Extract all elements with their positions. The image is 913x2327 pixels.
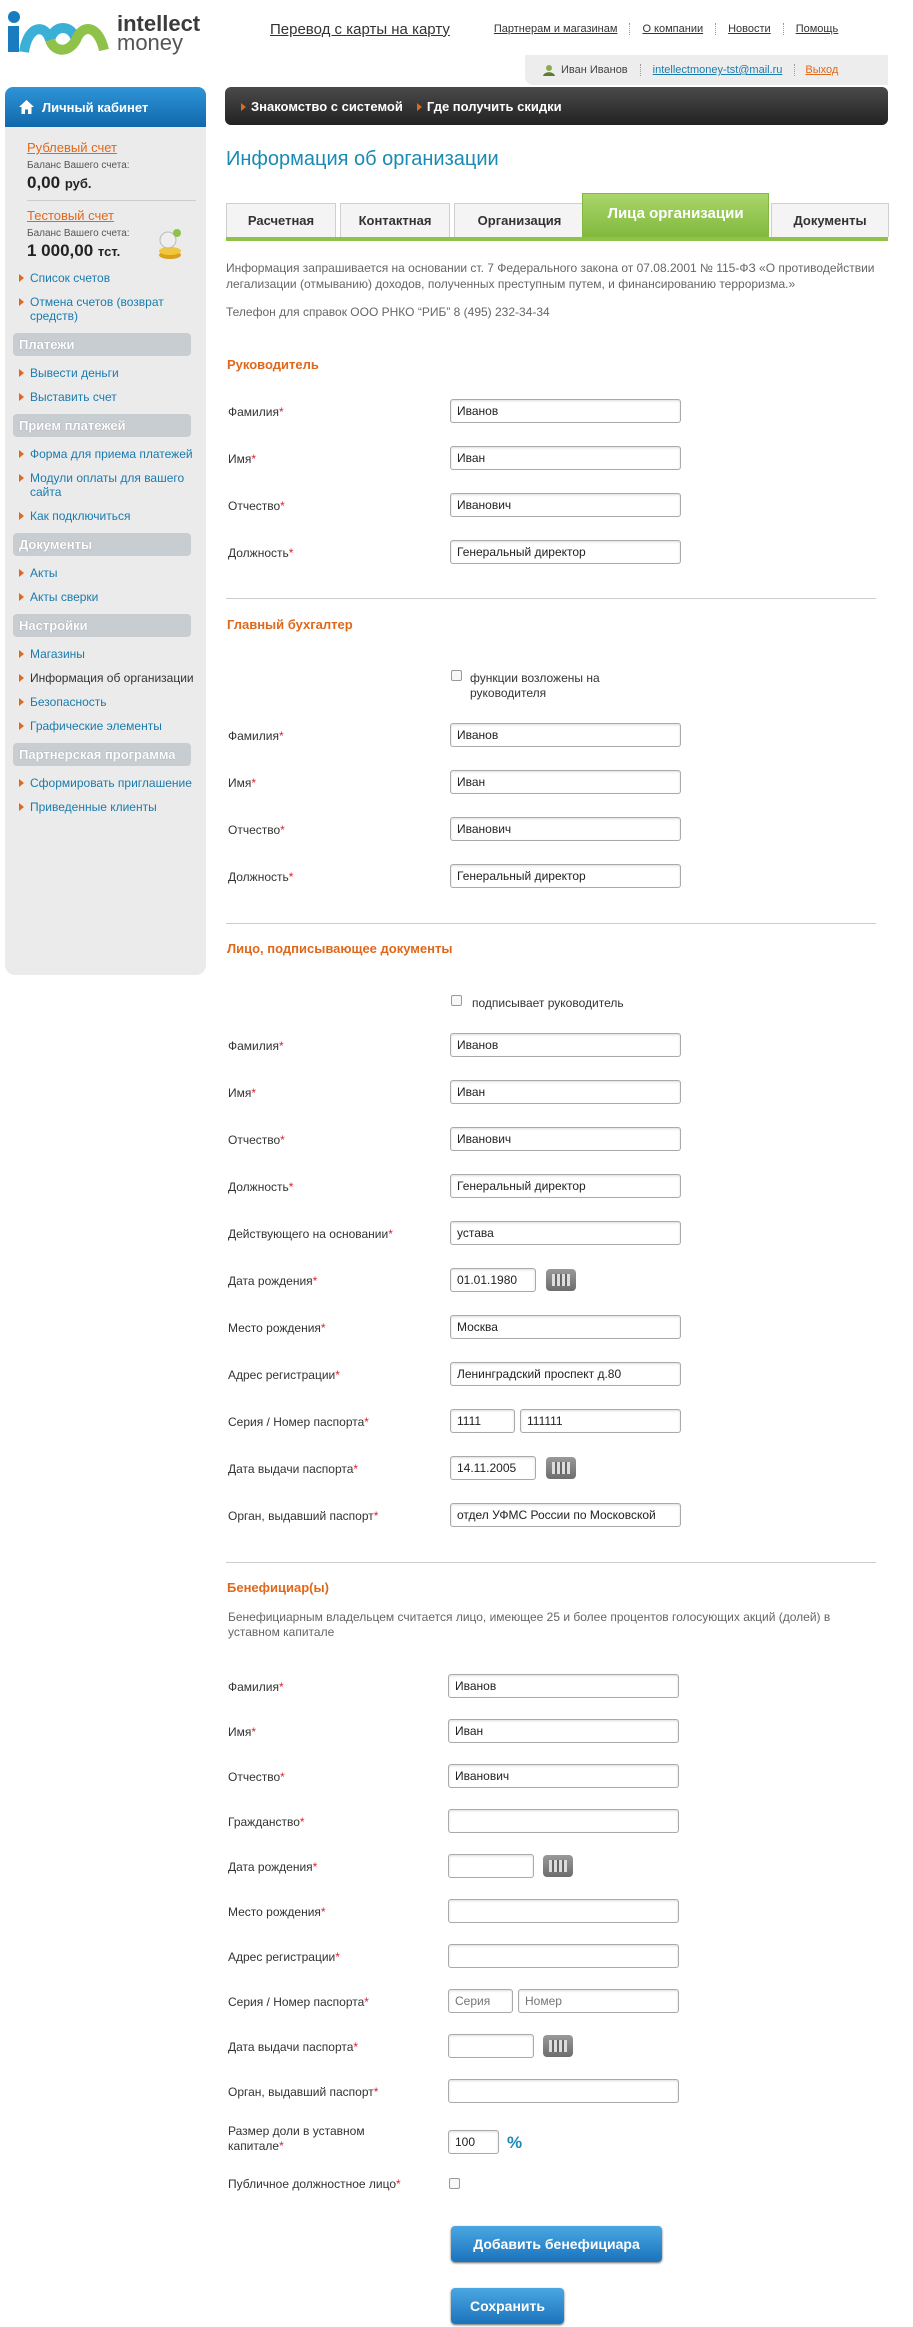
logo-text: intellect (117, 11, 201, 36)
top-nav (270, 19, 850, 39)
ben-address-input[interactable] (448, 1944, 679, 1968)
sig-surname-label: Фамилия* (228, 1039, 284, 1053)
ben-passport-number-input[interactable] (518, 1989, 679, 2013)
sig-authority-input[interactable] (450, 1503, 681, 1527)
tab-organization[interactable]: Организация (454, 203, 585, 237)
sig-position-label: Должность* (228, 1180, 294, 1194)
accountant-same-label: функции возложены на руководителя (470, 671, 600, 700)
toolbar-discounts-link[interactable]: Где получить скидки (417, 99, 562, 114)
ben-issued-input[interactable] (448, 2034, 534, 2058)
calendar-icon[interactable] (543, 2035, 573, 2057)
ben-birthdate-input[interactable] (448, 1854, 534, 1878)
tab-contact[interactable]: Контактная (340, 203, 450, 237)
acc-position-input[interactable] (450, 864, 681, 888)
sig-birthdate-input[interactable] (450, 1268, 536, 1292)
coins-icon (155, 227, 185, 261)
sig-address-label: Адрес регистрации* (228, 1368, 340, 1382)
sidebar-item-reconciliation[interactable]: Акты сверки (15, 590, 196, 604)
head-position-label: Должность* (228, 546, 294, 560)
sig-basis-label: Действующего на основании* (228, 1227, 393, 1241)
sig-birthdate-label: Дата рождения* (228, 1274, 318, 1288)
sidebar-section-receive: Прием платежей (13, 414, 191, 437)
sidebar-section-docs: Документы (13, 533, 191, 556)
signer-head-label: подписывает руководитель (472, 996, 624, 1010)
sig-basis-input[interactable] (450, 1221, 681, 1245)
notice (226, 260, 876, 320)
about-link[interactable]: О компании (629, 23, 715, 35)
sidebar-section-payments: Платежи (13, 333, 191, 356)
sidebar-item-payment-form[interactable]: Форма для приема платежей (15, 447, 196, 461)
ben-public-label: Публичное должностное лицо* (228, 2177, 401, 2191)
sidebar-title: Личный кабинет (42, 99, 149, 115)
acc-name-input[interactable] (450, 770, 681, 794)
sig-birthplace-input[interactable] (450, 1315, 681, 1339)
sidebar-header[interactable] (5, 87, 206, 127)
divider (226, 1562, 876, 1563)
law-notice: Информация запрашивается на основании ст. 7 Федерального закона от 07.08.2001 № 115-ФЗ «О противодействии легализации (отмыванию) доходов, полученных преступным путем, и финансированию терроризма.» (226, 261, 875, 291)
ben-surname-label: Фамилия* (228, 1680, 284, 1694)
sidebar-item-invite[interactable]: Сформировать приглашение (15, 776, 196, 790)
sidebar-item-shops[interactable]: Магазины (15, 647, 196, 661)
ben-passport-series-input[interactable] (448, 1989, 513, 2013)
section-beneficiary-title: Бенефициар(ы) (227, 1580, 329, 1595)
section-head-title: Руководитель (227, 357, 319, 372)
ben-issued-label: Дата выдачи паспорта* (228, 2040, 359, 2054)
head-patronymic-label: Отчество* (228, 499, 285, 513)
user-bar (525, 55, 888, 85)
divider (226, 598, 876, 599)
tab-documents[interactable]: Документы (771, 203, 889, 237)
sidebar-item-withdraw[interactable]: Вывести деньги (15, 366, 196, 380)
sig-passport-series-input[interactable] (450, 1409, 515, 1433)
acc-surname-label: Фамилия* (228, 729, 284, 743)
calendar-icon[interactable] (546, 1457, 576, 1479)
section-signer-title: Лицо, подписывающее документы (227, 941, 453, 956)
sidebar-item-security[interactable]: Безопасность (15, 695, 196, 709)
sig-passport-label: Серия / Номер паспорта* (228, 1415, 369, 1429)
acc-name-label: Имя* (228, 776, 257, 790)
test-balance-unit: тст. (97, 244, 121, 259)
sidebar-section-partner: Партнерская программа (13, 743, 191, 766)
acc-patronymic-input[interactable] (450, 817, 681, 841)
ben-share-label: Размер доли в уставном капитале* (228, 2124, 365, 2153)
sig-authority-label: Орган, выдавший паспорт* (228, 1509, 379, 1523)
section-accountant-title: Главный бухгалтер (227, 617, 353, 632)
main-toolbar (225, 87, 888, 125)
card-transfer-link[interactable]: Перевод с карты на карту (270, 20, 450, 38)
test-balance-label: Баланс Вашего счета: (27, 228, 130, 239)
sidebar-section-settings: Настройки (13, 614, 191, 637)
head-surname-label: Фамилия* (228, 405, 284, 419)
tab-persons[interactable]: Лица организации (582, 193, 769, 237)
head-surname-input[interactable] (450, 399, 681, 423)
page-title: Информация об организации (226, 148, 499, 170)
ben-citizenship-label: Гражданство* (228, 1815, 305, 1829)
head-name-label: Имя* (228, 452, 257, 466)
user-name: Иван Иванов (561, 64, 628, 76)
sig-issued-input[interactable] (450, 1456, 536, 1480)
sig-birthplace-label: Место рождения* (228, 1321, 326, 1335)
acc-patronymic-label: Отчество* (228, 823, 285, 837)
partners-link[interactable]: Партнерам и магазинам (493, 23, 618, 35)
sig-patronymic-label: Отчество* (228, 1133, 285, 1147)
add-beneficiary-button[interactable]: Добавить бенефициара (451, 2226, 662, 2262)
logo[interactable] (6, 10, 206, 60)
beneficiary-note: Бенефициарным владельцем считается лицо, имеющее 25 и более процентов голосующих акций (долей) в уставном капитале (228, 1610, 831, 1639)
tab-settlement[interactable]: Расчетная (226, 203, 336, 237)
sidebar-item-refund[interactable]: Отмена счетов (возврат средств) (15, 295, 196, 323)
sig-position-input[interactable] (450, 1174, 681, 1198)
head-patronymic-input[interactable] (450, 493, 681, 517)
calendar-icon[interactable] (543, 1855, 573, 1877)
rub-account-link[interactable]: Рублевый счет (27, 140, 117, 155)
ben-public-checkbox[interactable] (449, 2178, 460, 2189)
ben-citizenship-input[interactable] (448, 1809, 679, 1833)
ben-address-label: Адрес регистрации* (228, 1950, 340, 1964)
ben-birthdate-label: Дата рождения* (228, 1860, 318, 1874)
sidebar-item-graphics[interactable]: Графические элементы (15, 719, 196, 733)
sig-name-label: Имя* (228, 1086, 257, 1100)
ben-patronymic-input[interactable] (448, 1764, 679, 1788)
sig-surname-input[interactable] (450, 1033, 681, 1057)
logout-link[interactable]: Выход (805, 64, 839, 76)
sidebar-item-org-info[interactable]: Информация об организации (15, 671, 196, 685)
ben-name-input[interactable] (448, 1719, 679, 1743)
divider (226, 923, 876, 924)
sidebar-item-acts[interactable]: Акты (15, 566, 196, 580)
sidebar-item-connect[interactable]: Как подключиться (15, 509, 196, 523)
sidebar-item-clients[interactable]: Приведенные клиенты (15, 800, 196, 814)
sidebar-item-modules[interactable]: Модули оплаты для вашего сайта (15, 471, 196, 499)
acc-surname-input[interactable] (450, 723, 681, 747)
test-balance (27, 241, 196, 261)
sig-patronymic-input[interactable] (450, 1127, 681, 1151)
accountant-same-checkbox[interactable] (451, 670, 462, 681)
sidebar-item-invoice[interactable]: Выставить счет (15, 390, 196, 404)
ben-passport-label: Серия / Номер паспорта* (228, 1995, 369, 2009)
sig-address-input[interactable] (450, 1362, 681, 1386)
head-name-input[interactable] (450, 446, 681, 470)
sig-name-input[interactable] (450, 1080, 681, 1104)
logo-icon (6, 10, 111, 55)
signer-head-checkbox[interactable] (451, 995, 462, 1006)
logo-subtext: money (117, 30, 184, 55)
rub-balance-label: Баланс Вашего счета: (27, 160, 130, 171)
home-icon (19, 100, 34, 114)
ben-authority-input[interactable] (448, 2079, 679, 2103)
tab-bar (226, 193, 888, 241)
sidebar-item-accounts[interactable]: Список счетов (15, 271, 196, 285)
save-button[interactable]: Сохранить (451, 2288, 564, 2324)
sidebar-content (15, 140, 196, 824)
user-icon (543, 64, 555, 76)
rub-balance (27, 173, 196, 193)
percent-sign: % (507, 2133, 523, 2152)
phone-notice: Телефон для справок ООО РНКО “РИБ” 8 (495) 232-34-34 (226, 305, 550, 319)
toolbar-intro-link[interactable]: Знакомство с системой (241, 99, 403, 114)
ben-name-label: Имя* (228, 1725, 257, 1739)
test-balance-amount: 1 000,00 (27, 241, 94, 260)
calendar-icon[interactable] (546, 1269, 576, 1291)
acc-position-label: Должность* (228, 870, 294, 884)
rub-balance-unit: руб. (64, 176, 92, 191)
ben-birthplace-label: Место рождения* (228, 1905, 326, 1919)
head-position-input[interactable] (450, 540, 681, 564)
ben-patronymic-label: Отчество* (228, 1770, 285, 1784)
user-email-link[interactable]: intellectmoney-tst@mail.ru (640, 64, 796, 76)
news-link[interactable]: Новости (715, 23, 783, 35)
ben-authority-label: Орган, выдавший паспорт* (228, 2085, 379, 2099)
sig-passport-number-input[interactable] (520, 1409, 681, 1433)
rub-balance-amount: 0,00 (27, 173, 61, 192)
ben-surname-input[interactable] (448, 1674, 679, 1698)
test-account-link[interactable]: Тестовый счет (27, 208, 114, 223)
sig-issued-label: Дата выдачи паспорта* (228, 1462, 359, 1476)
ben-share-input[interactable] (448, 2130, 499, 2154)
ben-birthplace-input[interactable] (448, 1899, 679, 1923)
help-link[interactable]: Помощь (783, 23, 851, 35)
